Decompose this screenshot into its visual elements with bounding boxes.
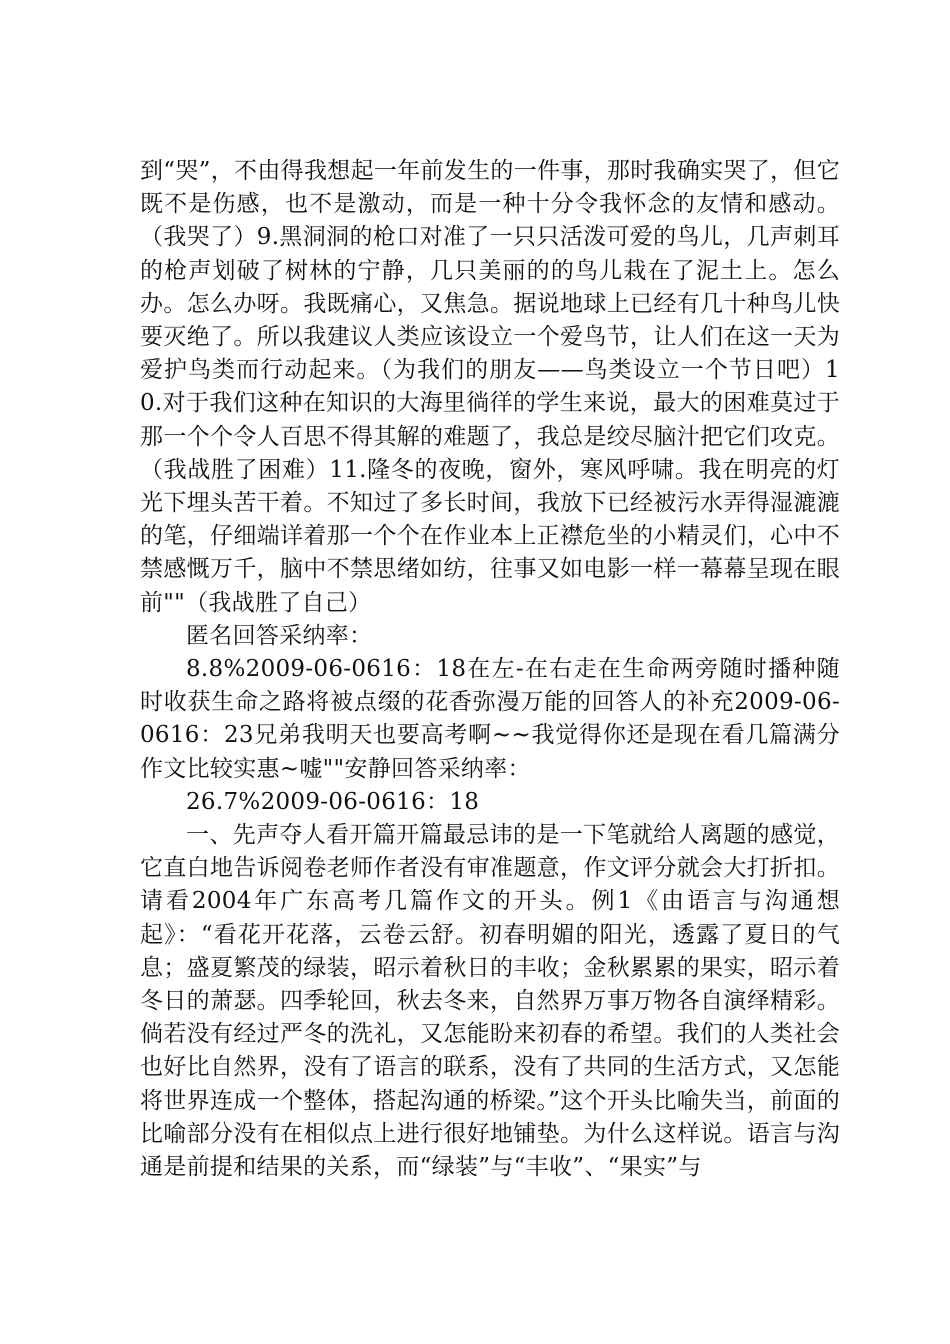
document-body	[140, 155, 840, 1184]
body-paragraph-1: 到“哭”，不由得我想起一年前发生的一件事，那时我确实哭了，但它既不是伤感，也不是激动，而是一种十分令我怀念的友情和感动。（我哭了）9.黑洞洞的枪口对准了一只只活泼可爱的鸟儿，几声刺耳的枪声划破了树林的宁静，几只美丽的的鸟儿栽在了泥土上。怎么办。怎么办呀。我既痛心，又焦急。据说地球上已经有几十种鸟儿快要灭绝了。所以我建议人类应该设立一个爱鸟节，让人们在这一天为爱护鸟类而行动起来。（为我们的朋友——鸟类设立一个节日吧）10.对于我们这种在知识的大海里徜徉的学生来说，最大的困难莫过于那一个个令人百思不得其解的难题了，我总是绞尽脑汁把它们攻克。（我战胜了困难）11.隆冬的夜晚，窗外，寒风呼啸。我在明亮的灯光下埋头苦干着。不知过了多长时间，我放下已经被污水弄得湿漉漉的笔，仔细端详着那一个个在作业本上正襟危坐的小精灵们，心中不禁感慨万千，脑中不禁思绪如纺，往事又如电影一样一幕幕呈现在眼前""（我战胜了自己）	[140, 158, 840, 616]
answer-rate-paragraph: 26.7%2009-06-0616：18	[186, 788, 480, 815]
answer-meta-paragraph: 8.8%2009-06-0616：18在左-在右走在生命两旁随时播种随时收获生命之路将被点缀的花香弥漫万能的回答人的补充2009-06-0616：23兄弟我明天也要高考啊~~我觉得你还是现在看几篇满分作文比较实惠~嘘""安静回答采纳率：	[140, 656, 840, 782]
answer-label-paragraph: 匿名回答采纳率：	[186, 622, 373, 649]
body-paragraph-2: 一、先声夺人看开篇开篇最忌讳的是一下笔就给人离题的感觉，它直白地告诉阅卷老师作者没有审准题意，作文评分就会大打折扣。请看2004年广东高考几篇作文的开头。例1《由语言与沟通想起》：“看花开花落，云卷云舒。初春明媚的阳光，透露了夏日的气息；盛夏繁茂的绿装，昭示着秋日的丰收；金秋累累的果实，昭示着冬日的萧瑟。四季轮回，秋去冬来，自然界万事万物各自演绎精彩。倘若没有经过严冬的洗礼，又怎能盼来初春的希望。我们的人类社会也好比自然界，没有了语言的联系，没有了共同的生活方式，又怎能将世界连成一个整体，搭起沟通的桥梁。”这个开头比喻失当，前面的比喻部分没有在相似点上进行很好地铺垫。为什么这样说。语言与沟通是前提和结果的关系，而“绿装”与“丰收”、“果实”与	[140, 822, 840, 1181]
